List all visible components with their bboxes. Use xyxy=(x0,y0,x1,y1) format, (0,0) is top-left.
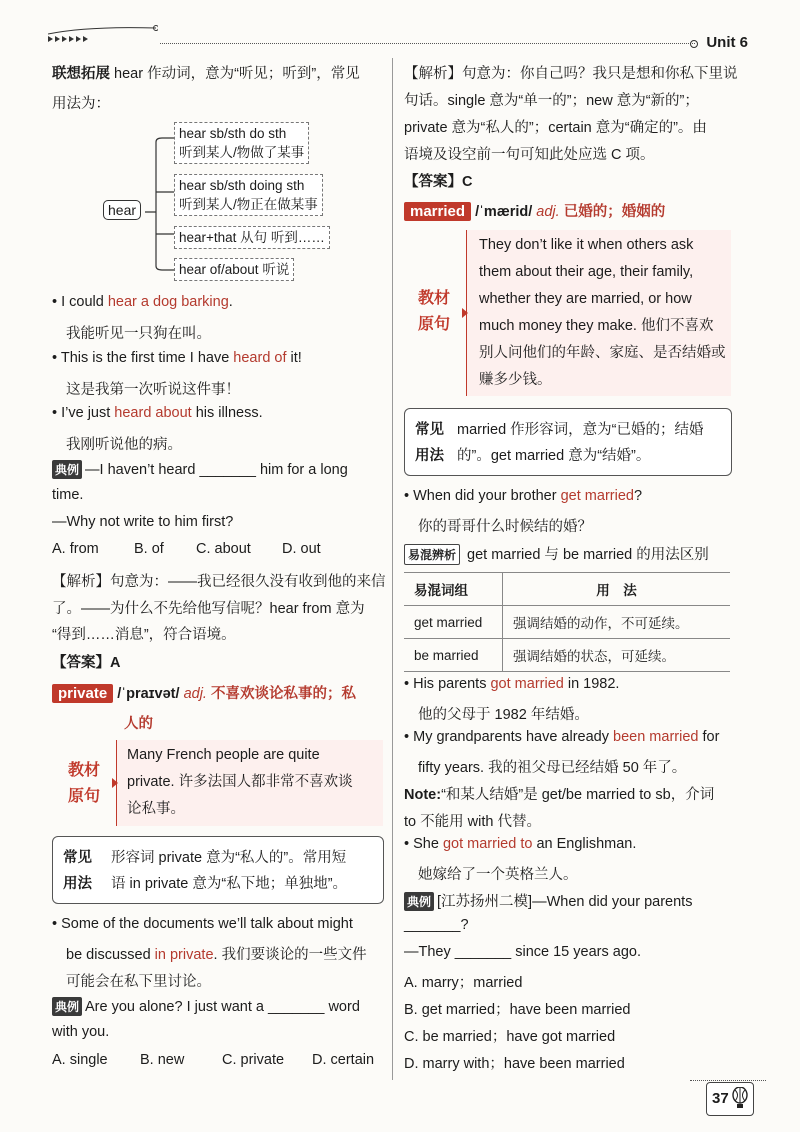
private-tb-line-3: 论私事。 xyxy=(127,801,185,817)
ex3-highlight: heard about xyxy=(114,405,192,421)
example-married-4: • She got married to an Englishman. xyxy=(404,836,637,852)
example-married-4-cn: 她嫁给了一个英格兰人。 xyxy=(418,867,578,883)
header-rule xyxy=(160,43,695,44)
table-cell: 强调结婚的动作，不可延续。 xyxy=(503,606,731,639)
table-header-1: 易混词组 xyxy=(404,573,503,606)
q1-option-c: C. about xyxy=(196,541,251,557)
table-row xyxy=(404,606,730,639)
q2-analysis-1: 【解析】句意为：你自己吗？我只是想和你私下里说 xyxy=(404,66,738,82)
q1-analysis-1: 【解析】句意为：——我已经很久没有收到他的来信 xyxy=(52,574,386,590)
q2-analysis-3: private 意为“私人的”；certain 意为“确定的”。由 xyxy=(404,120,707,136)
private-usage-line-2: 语 in private 意为“私下地；单独地”。 xyxy=(111,876,348,892)
mind-item-4: hear of/about 听说 xyxy=(174,258,294,281)
ex5-end: ? xyxy=(633,488,643,504)
confuse-chip: 易混辨析 xyxy=(404,544,460,565)
private-textbook-text xyxy=(116,740,383,826)
married-tb-line-6: 赚多少钱。 xyxy=(479,372,552,388)
example-hear-3-cn: 我刚听说他的病。 xyxy=(66,437,182,453)
textbook-label-line-1: 教材 xyxy=(68,762,101,779)
q3-line-2: _______? xyxy=(404,917,469,933)
ex8-highlight: got married to xyxy=(442,836,533,852)
private-usage-text xyxy=(111,845,347,897)
mind-item-2-en: hear sb/sth doing sth xyxy=(179,178,305,193)
unit-label: Unit 6 xyxy=(706,34,748,51)
private-textbook-block xyxy=(52,740,382,828)
example-married-3: • My grandparents have already been married for xyxy=(404,729,720,745)
usage-label-line-2: 用法 xyxy=(63,876,92,892)
example-private-1b xyxy=(66,943,367,964)
ex7-end: for xyxy=(698,729,720,745)
q1-line-3: —Why not write to him first? xyxy=(52,514,234,530)
private-definition: 不喜欢谈论私事的；私 xyxy=(210,686,356,702)
ex2-highlight: heard of xyxy=(233,350,287,366)
ex1-text: I could xyxy=(61,294,108,310)
example-married-2-cn: 他的父母于 1982 年结婚。 xyxy=(418,707,589,723)
mind-item-3: hear+that 从句 听到…… xyxy=(174,226,330,249)
extension-label: 联想拓展 xyxy=(52,66,110,82)
example-married-2: • His parents got married in 1982. xyxy=(404,676,620,692)
confuse-heading xyxy=(404,543,709,565)
ex1-highlight: hear a dog barking xyxy=(107,294,229,310)
married-pos: adj. xyxy=(536,204,560,220)
example-hear-1-cn: 我能听见一只狗在叫。 xyxy=(66,326,211,342)
textbook-label-line-2: 原句 xyxy=(68,788,101,805)
married-tb-label-2: 原句 xyxy=(418,316,451,333)
ex6-highlight: got married xyxy=(490,676,564,692)
note-line-2: to 不能用 with 代替。 xyxy=(404,814,541,830)
married-textbook-label xyxy=(418,286,450,338)
q2-analysis-4: 语境及设空前一句可知此处应选 C 项。 xyxy=(404,147,655,163)
mind-center-hear: hear xyxy=(103,200,141,220)
q1-option-a: A. from xyxy=(52,541,99,557)
private-tb-line-2: private. 许多法国人都非常不喜欢谈 xyxy=(127,774,353,790)
q1-line-1 xyxy=(52,460,348,479)
married-definition: 已婚的；婚姻的 xyxy=(563,204,666,220)
q1-chip: 典例 xyxy=(52,460,82,479)
example-hear-2: • This is the first time I have heard of it! xyxy=(52,350,302,366)
ex4-text: Some of the documents we’ll talk about might xyxy=(61,916,353,932)
q2-option-d: D. certain xyxy=(312,1052,375,1068)
private-entry xyxy=(52,682,356,703)
ex4-cn-start: . 我们要谈论的一些文件 xyxy=(213,947,367,963)
balloon-icon xyxy=(732,1087,748,1109)
table-cell: get married xyxy=(404,606,503,639)
private-usage-box xyxy=(52,836,384,904)
table-row xyxy=(404,639,730,672)
footer-rule xyxy=(690,1080,766,1081)
private-tb-line-1: Many French people are quite xyxy=(127,747,320,763)
married-tb-line-2: them about their age, their family, xyxy=(479,264,694,280)
hear-intro-text: hear 作动词，意为“听见；听到”，常见 xyxy=(114,66,360,82)
mind-item-1 xyxy=(174,122,309,164)
arrow-icon xyxy=(462,308,468,318)
q2-option-b: B. new xyxy=(140,1052,185,1068)
married-word-label: married xyxy=(404,202,471,221)
married-tb-line-1: They don’t like it when others ask xyxy=(479,237,694,253)
q2-stem: Are you alone? I just want a _______ word xyxy=(85,999,360,1015)
table-header-row xyxy=(404,573,730,606)
ex5-text: When did your brother xyxy=(413,488,561,504)
hear-intro-line-1 xyxy=(52,62,360,83)
example-married-1-cn: 你的哥哥什么时候结的婚？ xyxy=(418,519,592,535)
q1-option-d: D. out xyxy=(282,541,321,557)
ex3-end: his illness. xyxy=(191,405,263,421)
q2-answer: 【答案】C xyxy=(404,174,473,190)
example-married-1: • When did your brother get married? xyxy=(404,488,643,504)
usage-label-line-1: 常见 xyxy=(63,850,92,866)
mind-item-2-cn: 听到某人/物正在做某事 xyxy=(179,197,318,212)
table-cell: be married xyxy=(404,639,503,672)
confuse-title: get married 与 be married 的用法区别 xyxy=(467,547,709,563)
private-phonetic: /ˈpraɪvət/ xyxy=(117,686,180,702)
married-textbook-block xyxy=(404,230,730,398)
hear-mind-map xyxy=(100,120,360,290)
example-married-3-cn: fifty years. 我的祖父母已经结婚 50 年了。 xyxy=(418,760,687,776)
q2-analysis-2: 句话。single 意为“单一的”；new 意为“新的”； xyxy=(404,93,699,109)
private-usage-line-1: 形容词 private 意为“私人的”。常用短 xyxy=(111,850,347,866)
example-hear-3: • I’ve just heard about his illness. xyxy=(52,405,263,421)
arrow-icon xyxy=(112,778,118,788)
q2-chip: 典例 xyxy=(52,997,82,1016)
married-entry xyxy=(404,200,665,221)
married-phonetic: /ˈmærid/ xyxy=(475,204,533,220)
ex6-end: in 1982. xyxy=(563,676,620,692)
q1-analysis-2: 了。——为什么不先给他写信呢？hear from 意为 xyxy=(52,601,365,617)
married-tb-line-4: much money they make. 他们不喜欢 xyxy=(479,318,714,334)
page-number: 37 xyxy=(712,1090,729,1107)
q3-option-c: C. be married；have got married xyxy=(404,1029,616,1045)
column-divider xyxy=(392,58,393,1080)
married-usage-box xyxy=(404,408,732,476)
ex2-end: it! xyxy=(286,350,302,366)
q1-stem: —I haven’t heard _______ him for a long xyxy=(85,462,348,478)
married-tb-label-1: 教材 xyxy=(418,290,451,307)
table-cell: 强调结婚的状态，可延续。 xyxy=(503,639,731,672)
q3-chip: 典例 xyxy=(404,892,434,911)
q1-analysis-3: “得到……消息”，符合语境。 xyxy=(52,627,236,643)
q3-line-1 xyxy=(404,890,692,911)
mind-item-1-cn: 听到某人/物做了某事 xyxy=(179,145,305,160)
married-tb-line-5: 别人问他们的年龄、家庭、是否结婚或 xyxy=(479,345,726,361)
married-tb-line-3: whether they are married, or how xyxy=(479,291,692,307)
ex5-highlight: get married xyxy=(560,488,634,504)
header-decoration xyxy=(48,24,158,44)
header-dot-icon xyxy=(690,40,698,48)
hear-intro-line-2: 用法为： xyxy=(52,96,110,112)
ex7-text: My grandparents have already xyxy=(413,729,614,745)
note-label: Note: xyxy=(404,787,442,803)
married-usage-label-1: 常见 xyxy=(415,422,444,438)
married-usage-text xyxy=(457,417,704,469)
example-hear-2-cn: 这是我第一次听说这件事！ xyxy=(66,382,240,398)
q3-option-a: A. marry；married xyxy=(404,975,523,991)
ex2-text: This is the first time I have xyxy=(60,350,234,366)
ex8-text: She xyxy=(413,836,443,852)
q2-line-2: with you. xyxy=(52,1024,110,1040)
q3-option-d: D. marry with；have been married xyxy=(404,1056,625,1072)
private-usage-label xyxy=(63,845,92,897)
page-number-box xyxy=(706,1082,754,1116)
married-usage-line-2: 的”。get married 意为“结婚”。 xyxy=(457,448,651,464)
ex3-text: I’ve just xyxy=(61,405,115,421)
q1-answer: 【答案】A xyxy=(52,655,121,671)
ex6-text: His parents xyxy=(413,676,491,692)
note-line-1 xyxy=(404,783,714,804)
married-textbook-text xyxy=(466,230,731,396)
q1-option-b: B. of xyxy=(134,541,164,557)
ex1-end: . xyxy=(228,294,233,310)
married-usage-label-2: 用法 xyxy=(415,448,444,464)
ex8-end: an Englishman. xyxy=(532,836,637,852)
private-textbook-label xyxy=(68,758,100,810)
q2-line-1 xyxy=(52,997,360,1016)
mind-item-1-en: hear sb/sth do sth xyxy=(179,126,287,141)
q1-line-2: time. xyxy=(52,487,84,503)
mind-item-2 xyxy=(174,174,323,216)
example-hear-1: • I could hear a dog barking. xyxy=(52,294,233,310)
note-text-1: “和某人结婚”是 get/be married to sb，介词 xyxy=(441,787,715,803)
q3-line-3: —They _______ since 15 years ago. xyxy=(404,944,641,960)
private-pos: adj. xyxy=(183,686,207,702)
q2-option-a: A. single xyxy=(52,1052,108,1068)
ex7-highlight: been married xyxy=(613,729,699,745)
table-header-2: 用 法 xyxy=(503,573,731,606)
ex4-highlight: in private xyxy=(154,947,214,963)
private-word-label: private xyxy=(52,684,113,703)
private-definition-2: 人的 xyxy=(124,716,153,732)
example-private-1: • Some of the documents we’ll talk about might xyxy=(52,916,353,932)
married-usage-line-1: married 作形容词，意为“已婚的；结婚 xyxy=(457,422,704,438)
comparison-table xyxy=(404,572,730,672)
ex4-text-b: be discussed xyxy=(66,947,155,963)
q3-stem: [江苏扬州二模]—When did your parents xyxy=(437,894,693,910)
q3-option-b: B. get married；have been married xyxy=(404,1002,631,1018)
example-private-1-cn: 可能会在私下里讨论。 xyxy=(66,974,211,990)
married-usage-label xyxy=(415,417,444,469)
q2-option-c: C. private xyxy=(222,1052,285,1068)
